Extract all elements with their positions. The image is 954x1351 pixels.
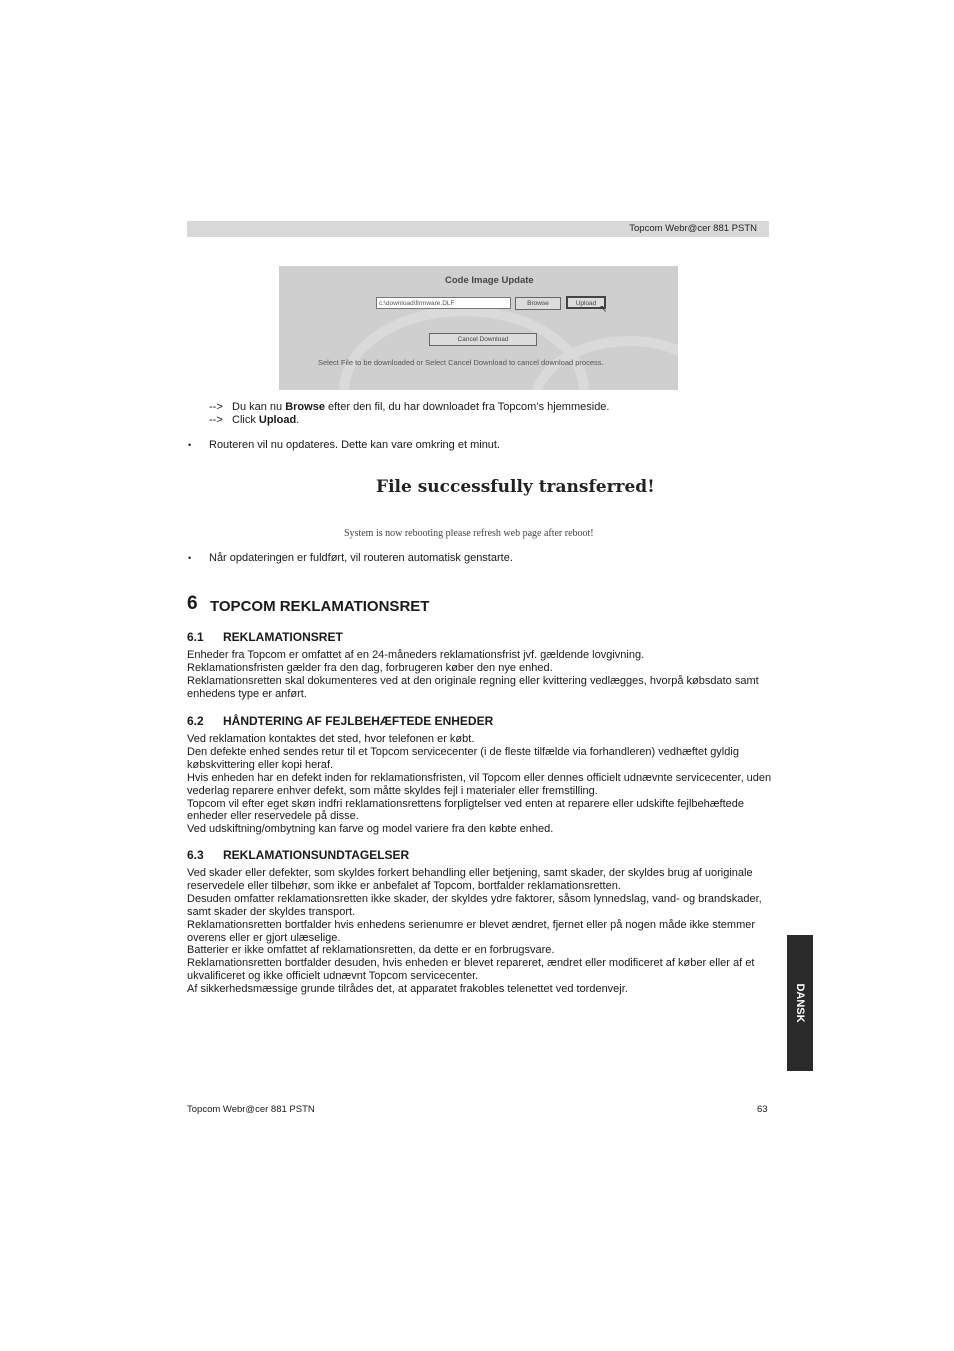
reboot-message: System is now rebooting please refresh web page after reboot! [344, 528, 594, 539]
section-heading-6-2: 6.2 HÅNDTERING AF FEJLBEHÆFTEDE ENHEDER [187, 714, 494, 728]
chapter-title: TOPCOM REKLAMATIONSRET [210, 598, 430, 615]
cancel-download-button[interactable]: Cancel Download [429, 333, 537, 346]
page-number: 63 [757, 1104, 768, 1115]
file-path-input[interactable]: c:\download\firmware.DLF [376, 297, 511, 309]
bullet-text-update: Routeren vil nu opdateres. Dette kan vare omkring et minut. [209, 439, 501, 451]
bullet-icon: • [188, 553, 192, 563]
footer-title: Topcom Webr@cer 881 PSTN [187, 1104, 315, 1115]
transfer-success-title: File successfully transferred! [376, 477, 655, 497]
section-body-6-2: Ved reklamation kontaktes det sted, hvor telefonen er købt. Den defekte enhed sendes retur til et Topcom servicecenter (i de fleste tilfælde via forhandleren) vedhæftet gyldig købskvittering eller kopi heraf. Hvis enheden har en defekt inden for reklamationsfristen, vil Topcom eller dennes officielt udnævnte servicecenter, uden vederlag reparere enhver defekt, som måtte skyldes fejl i materialer eller fremstilling. Topcom vil efter eget skøn indfri reklamationsrettens forpligtelser ved enten at reparere eller udskifte fejlbehæftede enheder eller reservedele på disse. Ved udskiftning/ombytning kan farve og model variere fra den købte enhed. [187, 733, 772, 836]
language-side-tab: DANSK [787, 935, 813, 1071]
header-title: Topcom Webr@cer 881 PSTN [629, 223, 757, 234]
code-image-update-screenshot [279, 266, 678, 390]
section-body-6-3: Ved skader eller defekter, som skyldes forkert behandling eller betjening, samt skader, der skyldes brug af uoriginale reservedele eller tilbehør, som ikke er anbefalet af Topcom, bortfalder reklamationsretten. Desuden omfatter reklamationsretten ikke skader, der skyldes ydre faktorer, såsom lynnedslag, vand- og brandskader, samt skader der skyldes transport. Reklamationsretten bortfalder hvis enhedens serienumre er blevet ændret, fjernet eller på nogen måde ikke stemmer overens eller er gjort ulæselige. Batterier er ikke omfattet af reklamationsretten, da dette er en forbrugsvare. Reklamationsretten bortfalder desuden, hvis enheden er blevet repareret, ændret eller modificeret af køber eller af et ukvalificeret og ikke officielt udnævnt Topcom servicecenter. Af sikkerhedsmæssige grunde tilrådes det, at apparatet frakobles telenettet ved tordenvejr. [187, 867, 762, 996]
section-body-6-1: Enheder fra Topcom er omfattet af en 24-måneders reklamationsfrist jvf. gældende lovgivning. Reklamationsfristen gælder fra den dag, forbrugeren køber den nye enhed. Reklamationsretten skal dokumenteres ved at den originale regning eller kvittering vedlægges, hvorpå købsdato samt enhedens type er anført. [187, 649, 759, 700]
step-upload: --> Click Upload. [209, 414, 300, 426]
bullet-icon: • [188, 440, 192, 450]
section-heading-6-1: 6.1 REKLAMATIONSRET [187, 630, 343, 644]
chapter-number: 6 [187, 593, 198, 614]
bullet-text-restart: Når opdateringen er fuldført, vil routeren automatisk genstarte. [209, 552, 513, 564]
browse-button[interactable]: Browse [515, 297, 561, 310]
header-bar [187, 221, 769, 237]
upload-instruction-text: Select File to be downloaded or Select Cancel Download to cancel download process. [318, 358, 604, 367]
code-image-update-title: Code Image Update [445, 275, 534, 286]
section-heading-6-3: 6.3 REKLAMATIONSUNDTAGELSER [187, 848, 410, 862]
pointer-cursor-icon: ↖ [599, 304, 608, 315]
step-browse: --> Du kan nu Browse efter den fil, du har downloadet fra Topcom’s hjemmeside. [209, 401, 610, 413]
upload-button[interactable]: Upload [566, 296, 606, 309]
